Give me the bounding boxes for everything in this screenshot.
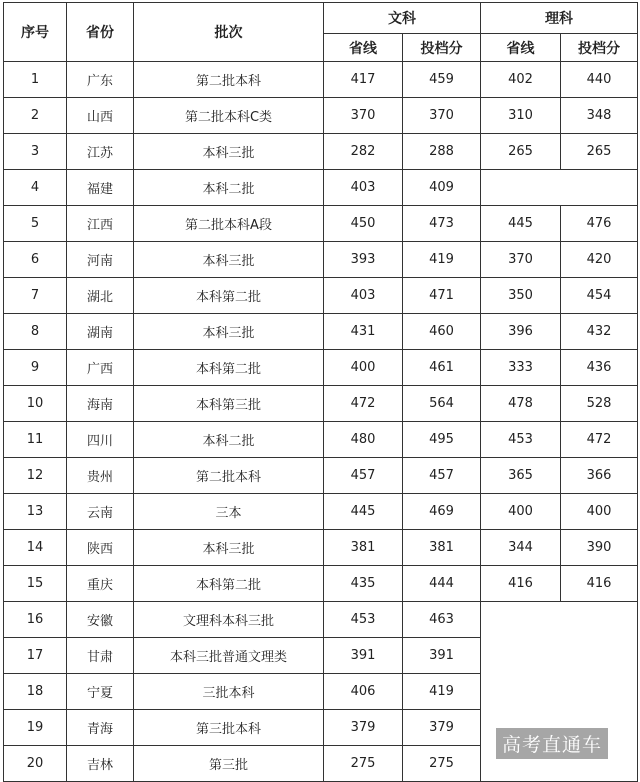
row-arts-score: 288 xyxy=(403,134,481,170)
row-science-score: 432 xyxy=(561,314,638,350)
row-arts-score: 463 xyxy=(403,602,481,638)
row-province: 宁夏 xyxy=(67,674,134,710)
row-batch: 第二批本科 xyxy=(134,62,324,98)
row-arts-line: 453 xyxy=(324,602,403,638)
row-science-score: 528 xyxy=(561,386,638,422)
row-science-line: 265 xyxy=(481,134,561,170)
watermark: 高考直通车 xyxy=(496,728,608,759)
row-arts-score: 461 xyxy=(403,350,481,386)
row-science-line: 402 xyxy=(481,62,561,98)
row-arts-line: 472 xyxy=(324,386,403,422)
row-batch: 第三批本科 xyxy=(134,710,324,746)
table-row xyxy=(4,278,638,314)
row-science-score: 390 xyxy=(561,530,638,566)
row-batch: 本科第二批 xyxy=(134,566,324,602)
row-province: 青海 xyxy=(67,710,134,746)
row-province: 陕西 xyxy=(67,530,134,566)
header-province: 省份 xyxy=(67,3,134,62)
row-science-score: 348 xyxy=(561,98,638,134)
row-batch: 本科三批普通文理类 xyxy=(134,638,324,674)
row-batch: 本科二批 xyxy=(134,170,324,206)
row-science-score: 366 xyxy=(561,458,638,494)
row-index: 12 xyxy=(4,458,67,494)
row-batch: 本科第三批 xyxy=(134,386,324,422)
row-science-score: 454 xyxy=(561,278,638,314)
row-province: 吉林 xyxy=(67,746,134,782)
row-arts-line: 370 xyxy=(324,98,403,134)
row-arts-score: 444 xyxy=(403,566,481,602)
row-index: 5 xyxy=(4,206,67,242)
row-province: 重庆 xyxy=(67,566,134,602)
row-index: 15 xyxy=(4,566,67,602)
table-row xyxy=(4,458,638,494)
row-province: 四川 xyxy=(67,422,134,458)
row-science-line: 310 xyxy=(481,98,561,134)
header-batch: 批次 xyxy=(134,3,324,62)
header-science: 理科 xyxy=(481,3,638,34)
row-arts-line: 403 xyxy=(324,170,403,206)
row-science-line: 344 xyxy=(481,530,561,566)
header-arts-score: 投档分 xyxy=(403,34,481,62)
row-science-score: 400 xyxy=(561,494,638,530)
row-arts-score: 459 xyxy=(403,62,481,98)
row-science-line: 400 xyxy=(481,494,561,530)
row-province: 江西 xyxy=(67,206,134,242)
row-arts-score: 495 xyxy=(403,422,481,458)
row-province: 广东 xyxy=(67,62,134,98)
row-arts-line: 435 xyxy=(324,566,403,602)
table-row xyxy=(4,422,638,458)
table-row xyxy=(4,314,638,350)
table-row xyxy=(4,242,638,278)
table-row xyxy=(4,98,638,134)
table-row xyxy=(4,494,638,530)
row-science-score: 440 xyxy=(561,62,638,98)
row-batch: 本科三批 xyxy=(134,530,324,566)
header-arts: 文科 xyxy=(324,3,481,34)
row-province: 湖北 xyxy=(67,278,134,314)
table-row xyxy=(4,134,638,170)
row-index: 6 xyxy=(4,242,67,278)
row-arts-line: 406 xyxy=(324,674,403,710)
row-index: 11 xyxy=(4,422,67,458)
row-province: 河南 xyxy=(67,242,134,278)
row-arts-score: 457 xyxy=(403,458,481,494)
row-science-line: 365 xyxy=(481,458,561,494)
row-index: 20 xyxy=(4,746,67,782)
row-index: 16 xyxy=(4,602,67,638)
row-index: 1 xyxy=(4,62,67,98)
row-arts-line: 379 xyxy=(324,710,403,746)
row-index: 14 xyxy=(4,530,67,566)
row-batch: 第三批 xyxy=(134,746,324,782)
row-index: 17 xyxy=(4,638,67,674)
row-arts-line: 445 xyxy=(324,494,403,530)
row-arts-score: 409 xyxy=(403,170,481,206)
header-science-score: 投档分 xyxy=(561,34,638,62)
row-science-score: 416 xyxy=(561,566,638,602)
row-arts-line: 480 xyxy=(324,422,403,458)
row-science-line: 370 xyxy=(481,242,561,278)
row-index: 18 xyxy=(4,674,67,710)
score-table xyxy=(3,2,638,782)
table-row xyxy=(4,566,638,602)
header-arts-line: 省线 xyxy=(324,34,403,62)
row-arts-line: 275 xyxy=(324,746,403,782)
row-arts-line: 403 xyxy=(324,278,403,314)
row-province: 福建 xyxy=(67,170,134,206)
row-province: 山西 xyxy=(67,98,134,134)
row-batch: 第二批本科 xyxy=(134,458,324,494)
table-row xyxy=(4,386,638,422)
row-batch: 本科三批 xyxy=(134,134,324,170)
row-province: 江苏 xyxy=(67,134,134,170)
row-batch: 本科第二批 xyxy=(134,278,324,314)
row-index: 7 xyxy=(4,278,67,314)
row-batch: 本科第二批 xyxy=(134,350,324,386)
row-arts-score: 460 xyxy=(403,314,481,350)
row-science-line: 333 xyxy=(481,350,561,386)
row-batch: 三批本科 xyxy=(134,674,324,710)
row-province: 甘肃 xyxy=(67,638,134,674)
row-batch: 本科二批 xyxy=(134,422,324,458)
row-index: 3 xyxy=(4,134,67,170)
row-index: 8 xyxy=(4,314,67,350)
table-row xyxy=(4,602,638,638)
row-arts-score: 471 xyxy=(403,278,481,314)
row-science-score: 476 xyxy=(561,206,638,242)
row-index: 9 xyxy=(4,350,67,386)
row-science-score: 420 xyxy=(561,242,638,278)
row-batch: 本科三批 xyxy=(134,314,324,350)
row-science-line: 350 xyxy=(481,278,561,314)
row-science-score: 472 xyxy=(561,422,638,458)
row-index: 2 xyxy=(4,98,67,134)
row-index: 10 xyxy=(4,386,67,422)
row-arts-line: 450 xyxy=(324,206,403,242)
row-arts-score: 370 xyxy=(403,98,481,134)
row-batch: 第二批本科C类 xyxy=(134,98,324,134)
row-arts-line: 393 xyxy=(324,242,403,278)
table-body xyxy=(4,62,638,782)
row-arts-line: 391 xyxy=(324,638,403,674)
row-province: 云南 xyxy=(67,494,134,530)
row-index: 13 xyxy=(4,494,67,530)
row-index: 19 xyxy=(4,710,67,746)
row-arts-line: 282 xyxy=(324,134,403,170)
table-row xyxy=(4,530,638,566)
table-row xyxy=(4,350,638,386)
row-province: 广西 xyxy=(67,350,134,386)
row-province: 安徽 xyxy=(67,602,134,638)
row-province: 海南 xyxy=(67,386,134,422)
table-row xyxy=(4,62,638,98)
table-row xyxy=(4,206,638,242)
row-science-line: 416 xyxy=(481,566,561,602)
row-batch: 本科三批 xyxy=(134,242,324,278)
row-arts-score: 275 xyxy=(403,746,481,782)
row-batch: 第二批本科A段 xyxy=(134,206,324,242)
row-arts-score: 564 xyxy=(403,386,481,422)
header-science-line: 省线 xyxy=(481,34,561,62)
row-arts-score: 419 xyxy=(403,242,481,278)
row-arts-line: 431 xyxy=(324,314,403,350)
row-province: 湖南 xyxy=(67,314,134,350)
row-science-line: 478 xyxy=(481,386,561,422)
row-science-score: 436 xyxy=(561,350,638,386)
row-science-line: 453 xyxy=(481,422,561,458)
row-arts-line: 457 xyxy=(324,458,403,494)
row-arts-score: 379 xyxy=(403,710,481,746)
row-science-empty xyxy=(481,170,638,206)
row-index: 4 xyxy=(4,170,67,206)
row-arts-line: 400 xyxy=(324,350,403,386)
row-arts-score: 419 xyxy=(403,674,481,710)
row-batch: 文理科本科三批 xyxy=(134,602,324,638)
row-province: 贵州 xyxy=(67,458,134,494)
row-arts-score: 473 xyxy=(403,206,481,242)
row-batch: 三本 xyxy=(134,494,324,530)
row-arts-line: 381 xyxy=(324,530,403,566)
row-science-line: 445 xyxy=(481,206,561,242)
row-arts-score: 391 xyxy=(403,638,481,674)
table-row xyxy=(4,170,638,206)
row-arts-score: 381 xyxy=(403,530,481,566)
row-arts-line: 417 xyxy=(324,62,403,98)
row-arts-score: 469 xyxy=(403,494,481,530)
header-index: 序号 xyxy=(4,3,67,62)
row-science-line: 396 xyxy=(481,314,561,350)
row-science-score: 265 xyxy=(561,134,638,170)
